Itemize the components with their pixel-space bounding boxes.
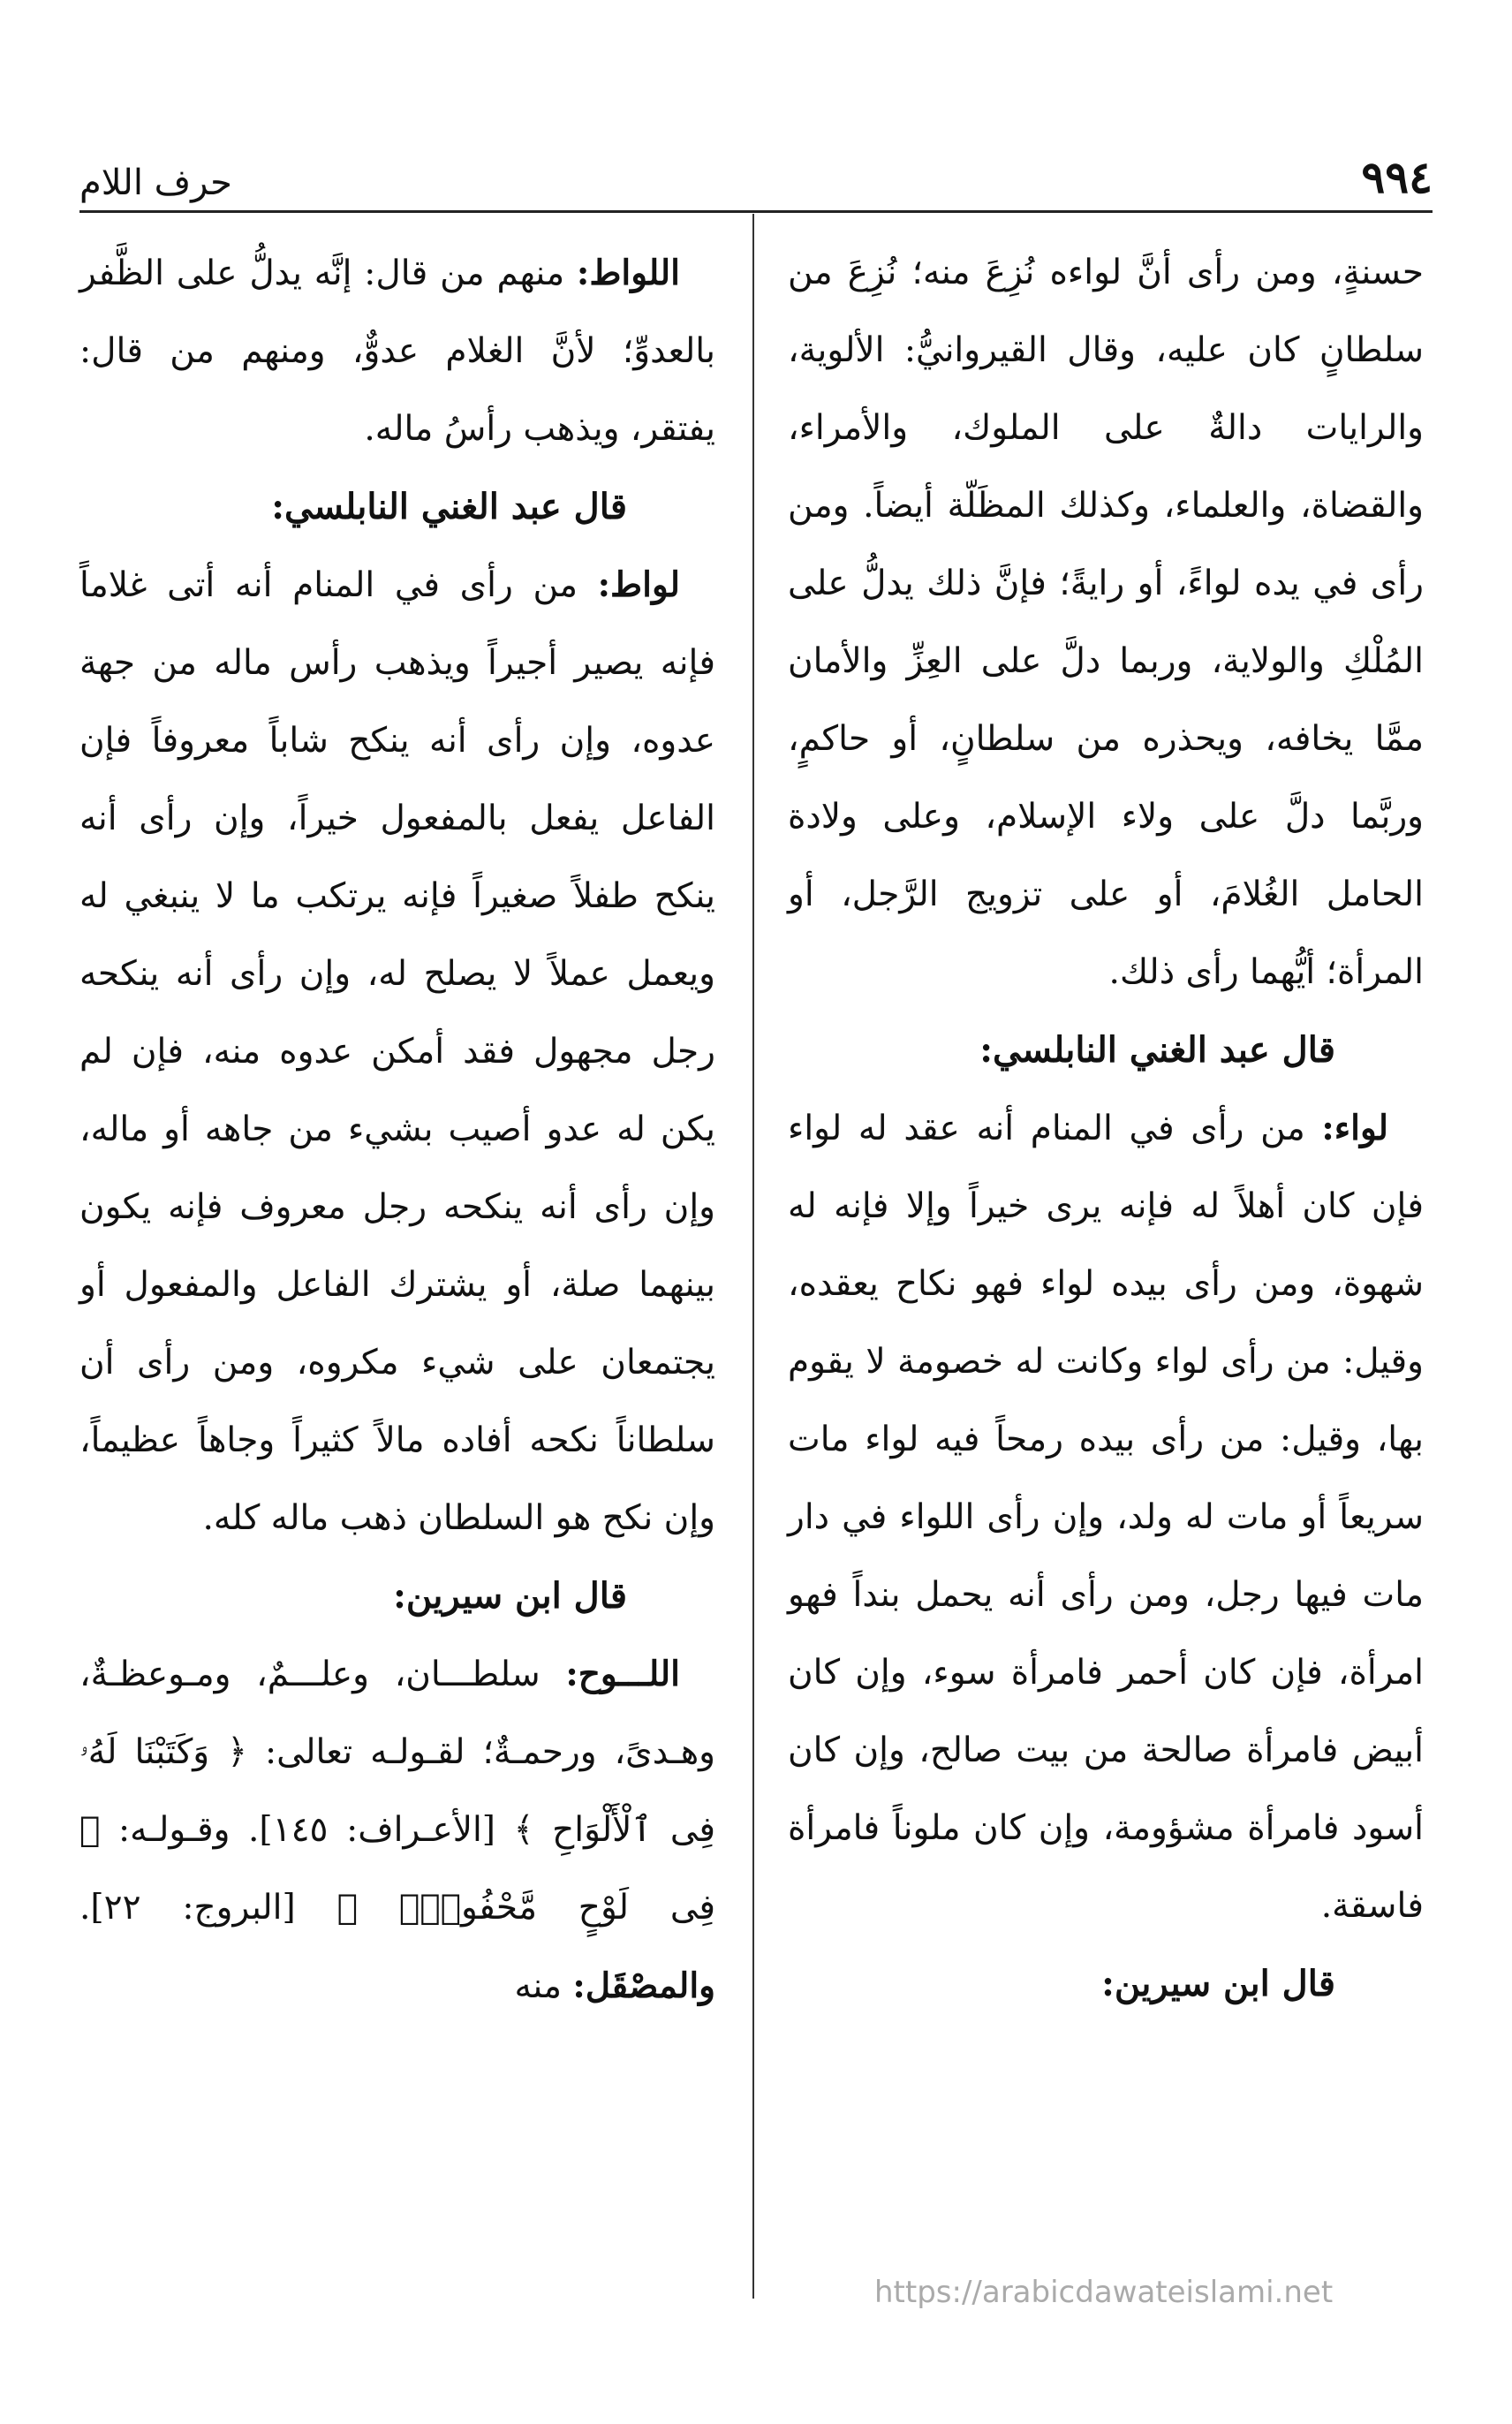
entry-text: منه [514, 1966, 573, 2006]
section-heading: قال عبد الغني النابلسي: [271, 486, 627, 527]
watermark-url: https://arabicdawateislami.net [874, 2275, 1334, 2310]
paragraph [79, 546, 715, 1557]
section-heading: قال ابن سيرين: [393, 1575, 627, 1617]
entry-term: لواط: [597, 564, 680, 605]
entry-text: من رأى في المنام أنه أتى غلاماً فإنه يصير أجيراً ويذهب رأس ماله من جهة عدوه، وإن رأى أنه ينكح شاباً معروفاً فإن الفاعل يفعل بالمفعول خيراً، وإن رأى أنه ينكح طفلاً صغيراً فإنه يرتكب ما لا ينبغي له ويعمل عملاً لا يصلح له، وإن رأى أنه ينكحه رجل مجهول فقد أمكن عدوه منه، فإن لم يكن له عدو أصيب بشيء من جاهه أو ماله، وإن رأى أنه ينكحه رجل معروف فإنه يكون بينهما صلة، أو يشترك الفاعل والمفعول أو يجتمعان على شيء مكروه، ومن رأى أن سلطاناً نكحه أفاده مالاً كثيراً وجاهاً عظيماً، وإن نكح هو السلطان ذهب ماله كله. [79, 565, 715, 1538]
left-column [79, 234, 715, 2026]
paragraph [788, 1089, 1424, 1945]
paragraph [79, 1635, 715, 2026]
entry-text: منهم من قال: إنَّه يدلُّ على الظَّفر بالعدوِّ؛ لأنَّ الغلام عدوٌّ، ومنهم من قال: يفتقر، ويذهب رأسُ ماله. [79, 254, 715, 449]
entry-term: لواء: [1321, 1108, 1388, 1148]
header-rule [79, 210, 1433, 213]
page-number: ٩٩٤ [1361, 151, 1433, 203]
section-heading: قال ابن سيرين: [1101, 1963, 1335, 2004]
entry-term: اللواط: [576, 253, 680, 293]
right-column [788, 234, 1424, 2023]
page-header [79, 133, 1433, 203]
entry-text: سلطـــان، وعلـــمٌ، ومـوعظـةٌ، وهـدىً، ورحمـةٌ؛ لقـولـه تعالى: ﴿ وَكَتَبْنَا لَهُۥ فِى ٱلْأَلْوَاحِ ﴾ [الأعـراف: ١٤٥]. وقـولـه: ﴿ فِى لَوْحٍ مَّحْفُوظٍۭ ﴾ [البروج: ٢٢]. [79, 1655, 715, 1928]
paragraph: حسنةٍ، ومن رأى أنَّ لواءه نُزِعَ منه؛ نُزِعَ من سلطانٍ كان عليه، وقال القيروانيُّ: الألوية، والرايات دالةٌ على الملوك، والأمراء، والقضاة، والعلماء، وكذلك المظَلّة أيضاً. ومن رأى في يده لواءً، أو رايةً؛ فإنَّ ذلك يدلُّ على المُلْكِ والولاية، وربما دلَّ على العِزِّ والأمان ممَّا يخافه، ويحذره من سلطانٍ، أو حاكمٍ، وربَّما دلَّ على ولاء الإسلام، وعلى ولادة الحامل الغُلامَ، أو على تزويج الرَّجل، أو المرأة؛ أيُّهما رأى ذلك. [788, 253, 1424, 992]
entry-text: من رأى في المنام أنه عقد له لواء فإن كان أهلاً له فإنه يرى خيراً وإلا فإنه له شهوة، ومن رأى بيده لواء فهو نكاح يعقده، وقيل: من رأى لواء وكانت له خصومة لا يقوم بها، وقيل: من رأى بيده رمحاً فيه لواء مات سريعاً أو مات له ولد، وإن رأى اللواء في دار مات فيها رجل، ومن رأى أنه يحمل بنداً فهو امرأة، فإن كان أحمر فامرأة سوء، وإن كان أبيض فامرأة صالحة من بيت صالح، وإن كان أسود فامرأة مشؤومة، وإن كان ملوناً فامرأة فاسقة. [788, 1109, 1424, 1926]
entry-term: والمصْقَل: [572, 1966, 715, 2006]
section-heading: قال عبد الغني النابلسي: [979, 1029, 1335, 1071]
paragraph [79, 234, 715, 468]
entry-term: اللـــوح: [565, 1654, 680, 1694]
column-divider [752, 214, 754, 2299]
running-head: حرف اللام [79, 163, 232, 203]
